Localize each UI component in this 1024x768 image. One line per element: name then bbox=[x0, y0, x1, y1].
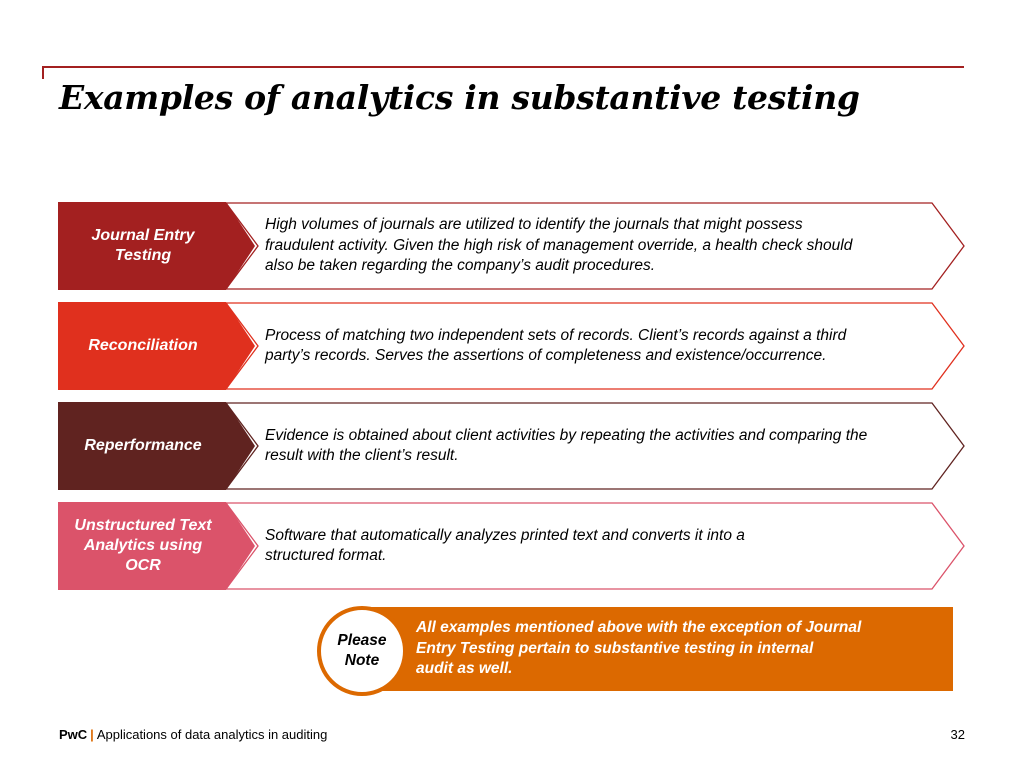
row-description: High volumes of journals are utilized to identify the journals that might possess fraudulent activity. Given the high risk of management override, a health check should also be taken regarding the company’s audit procedures. bbox=[265, 216, 853, 275]
footer-separator: | bbox=[90, 727, 94, 742]
footer-brand: PwC bbox=[59, 727, 88, 742]
row-label: Reconciliation bbox=[88, 337, 198, 354]
slide-title: Examples of analytics in substantive testing bbox=[59, 78, 860, 117]
title-rule-tick bbox=[42, 68, 44, 79]
row-description: Software that automatically analyzes printed text and converts it into a structured format. bbox=[265, 526, 745, 564]
row-label: Journal Entry Testing bbox=[91, 227, 195, 264]
page-number: 32 bbox=[950, 727, 965, 742]
title-rule bbox=[42, 66, 964, 68]
note-text: All examples mentioned above with the exception of Journal Entry Testing pertain to substantive testing in internal audit as well. bbox=[416, 619, 862, 678]
row-unstructured-text-analytics bbox=[58, 502, 966, 590]
footer-subtitle: Applications of data analytics in auditing bbox=[96, 727, 328, 742]
row-description: Evidence is obtained about client activities by repeating the activities and comparing the result with the client’s result. bbox=[265, 426, 868, 464]
please-note-badge: Please Note bbox=[317, 606, 407, 696]
row-description: Process of matching two independent sets of records. Client’s records against a third party’s records. Serves the assertions of completeness and existence/occurrence. bbox=[265, 326, 847, 364]
row-reperformance bbox=[58, 402, 966, 490]
footer bbox=[59, 727, 327, 742]
row-label: Unstructured Text Analytics using OCR bbox=[74, 517, 212, 574]
row-journal-entry-testing bbox=[58, 202, 966, 290]
row-label: Reperformance bbox=[84, 437, 202, 454]
row-reconciliation bbox=[58, 302, 966, 390]
